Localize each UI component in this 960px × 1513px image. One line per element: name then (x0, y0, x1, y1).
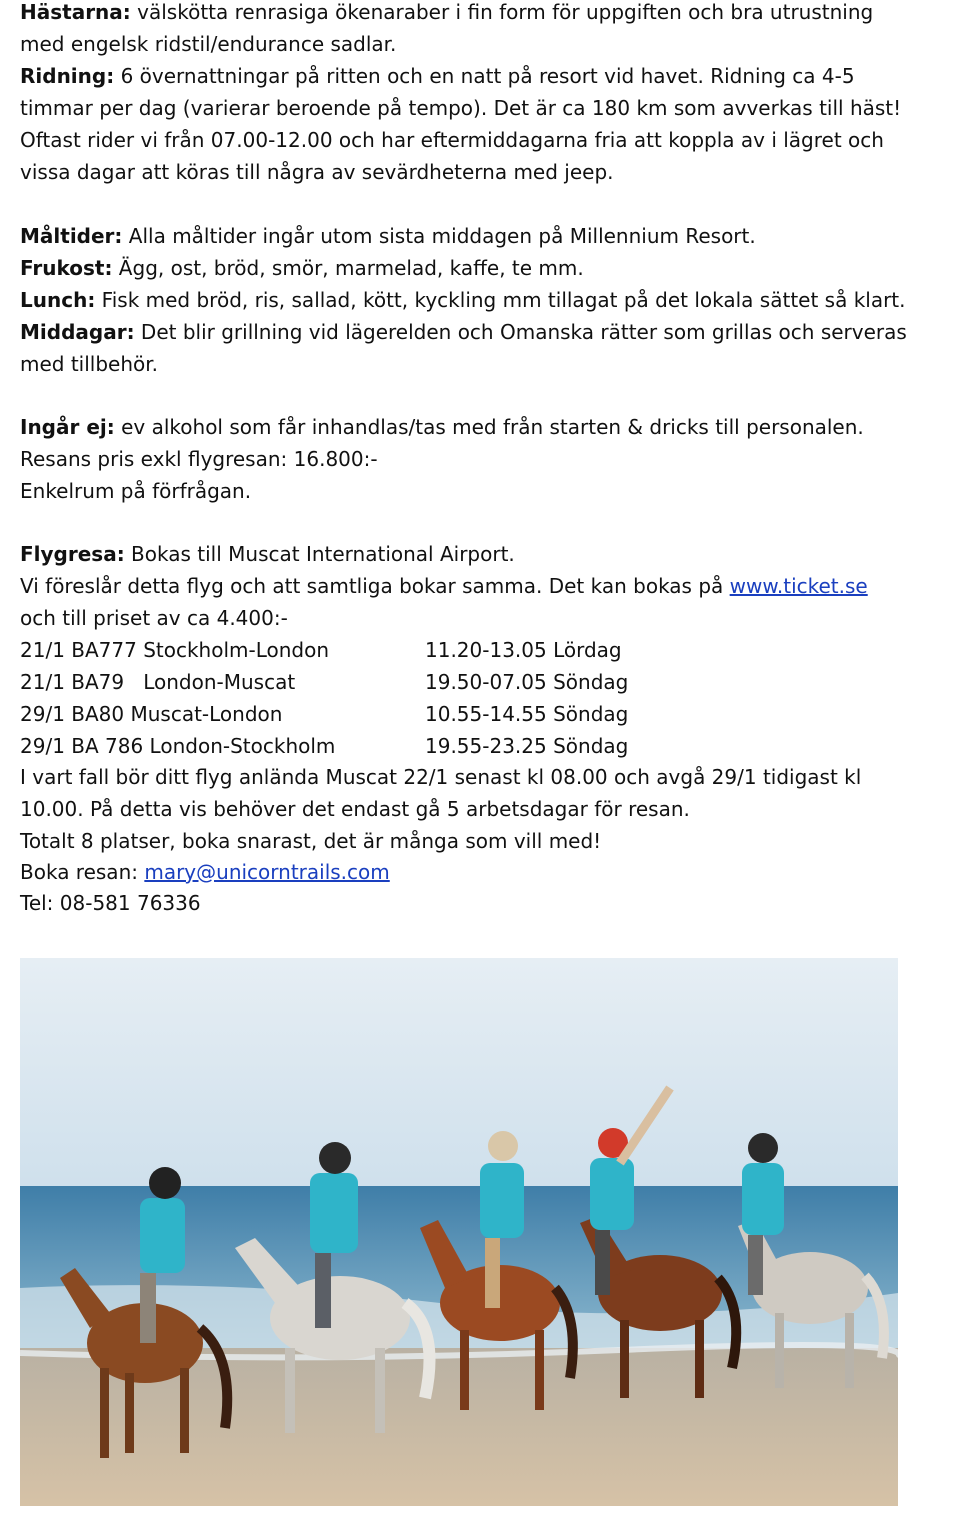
lunch-text: Fisk med bröd, ris, sallad, kött, kyckling mm tillagat på det lokala sättet så klart. (95, 288, 906, 312)
riding-label: Ridning: (20, 64, 115, 88)
beach-riders-photo (20, 958, 898, 1506)
flight-row (20, 667, 628, 699)
breakfast-line (20, 253, 584, 285)
flight-route: 29/1 BA 786 London-Stockholm (20, 734, 336, 758)
seats-line: Totalt 8 platser, boka snarast, det är många som vill med! (20, 829, 602, 853)
booking-label: Boka resan: (20, 860, 145, 884)
meals-text: Alla måltider ingår utom sista middagen på Millennium Resort. (122, 224, 756, 248)
flight-suggest-text: Vi föreslår detta flyg och att samtliga bokar samma. Det kan bokas på (20, 574, 730, 598)
dinner-text: Det blir grillning vid lägerelden och Omanska rätter som grillas och serveras (134, 320, 907, 344)
dinner-line-2: med tillbehör. (20, 352, 159, 376)
excluded-text: ev alkohol som får inhandlas/tas med från starten & dricks till personalen. (114, 415, 864, 439)
arrival-line-2: 10.00. På detta vis behöver det endast gå 5 arbetsdagar för resan. (20, 797, 690, 821)
riding-line-4: vissa dagar att köras till några av sevärdheterna med jeep. (20, 160, 614, 184)
horses-label: Hästarna: (20, 0, 131, 24)
lunch-label: Lunch: (20, 288, 96, 312)
horses-line-1 (20, 0, 873, 29)
ticket-link[interactable]: www.ticket.se (729, 574, 868, 598)
flight-row (20, 731, 628, 763)
excluded-label: Ingår ej: (20, 415, 115, 439)
dinner-label: Middagar: (20, 320, 135, 344)
flight-time: 10.55-14.55 Söndag (425, 702, 629, 726)
breakfast-label: Frukost: (20, 256, 113, 280)
flight-row (20, 699, 628, 731)
meals-label: Måltider: (20, 224, 123, 248)
arrival-line-1: I vart fall bör ditt flyg anlända Muscat 22/1 senast kl 08.00 och avgå 29/1 tidigast kl (20, 765, 862, 789)
flight-route: 29/1 BA80 Muscat-London (20, 702, 283, 726)
meals-line (20, 221, 756, 253)
phone-line: Tel: 08-581 76336 (20, 891, 201, 915)
flight-text: Bokas till Muscat International Airport. (124, 542, 515, 566)
booking-line (20, 857, 390, 889)
horses-text: välskötta renrasiga ökenaraber i fin form för uppgiften och bra utrustning (130, 0, 874, 24)
flight-suggest-line (20, 571, 868, 603)
breakfast-text: Ägg, ost, bröd, smör, marmelad, kaffe, te mm. (112, 256, 584, 280)
flight-price-line: och till priset av ca 4.400:- (20, 606, 288, 630)
email-link[interactable]: mary@unicorntrails.com (144, 860, 390, 884)
flight-time: 11.20-13.05 Lördag (425, 638, 622, 662)
dinner-line-1 (20, 317, 907, 349)
flight-time: 19.50-07.05 Söndag (425, 670, 629, 694)
flight-line (20, 539, 515, 571)
horses-line-2: med engelsk ridstil/endurance sadlar. (20, 32, 397, 56)
excluded-line (20, 412, 864, 444)
riding-line-2: timmar per dag (varierar beroende på tempo). Det är ca 180 km som avverkas till häst! (20, 96, 902, 120)
flight-row (20, 635, 622, 667)
riding-line-1 (20, 61, 855, 93)
beach-riders-illustration (20, 958, 898, 1506)
flight-label: Flygresa: (20, 542, 125, 566)
riding-text: 6 övernattningar på ritten och en natt på resort vid havet. Ridning ca 4-5 (114, 64, 855, 88)
flight-route: 21/1 BA79 London-Muscat (20, 670, 296, 694)
single-room-line: Enkelrum på förfrågan. (20, 479, 252, 503)
lunch-line (20, 285, 906, 317)
flight-time: 19.55-23.25 Söndag (425, 734, 629, 758)
price-line: Resans pris exkl flygresan: 16.800:- (20, 447, 378, 471)
riding-line-3: Oftast rider vi från 07.00-12.00 och har eftermiddagarna fria att koppla av i lägret och (20, 128, 884, 152)
flight-route: 21/1 BA777 Stockholm-London (20, 638, 330, 662)
